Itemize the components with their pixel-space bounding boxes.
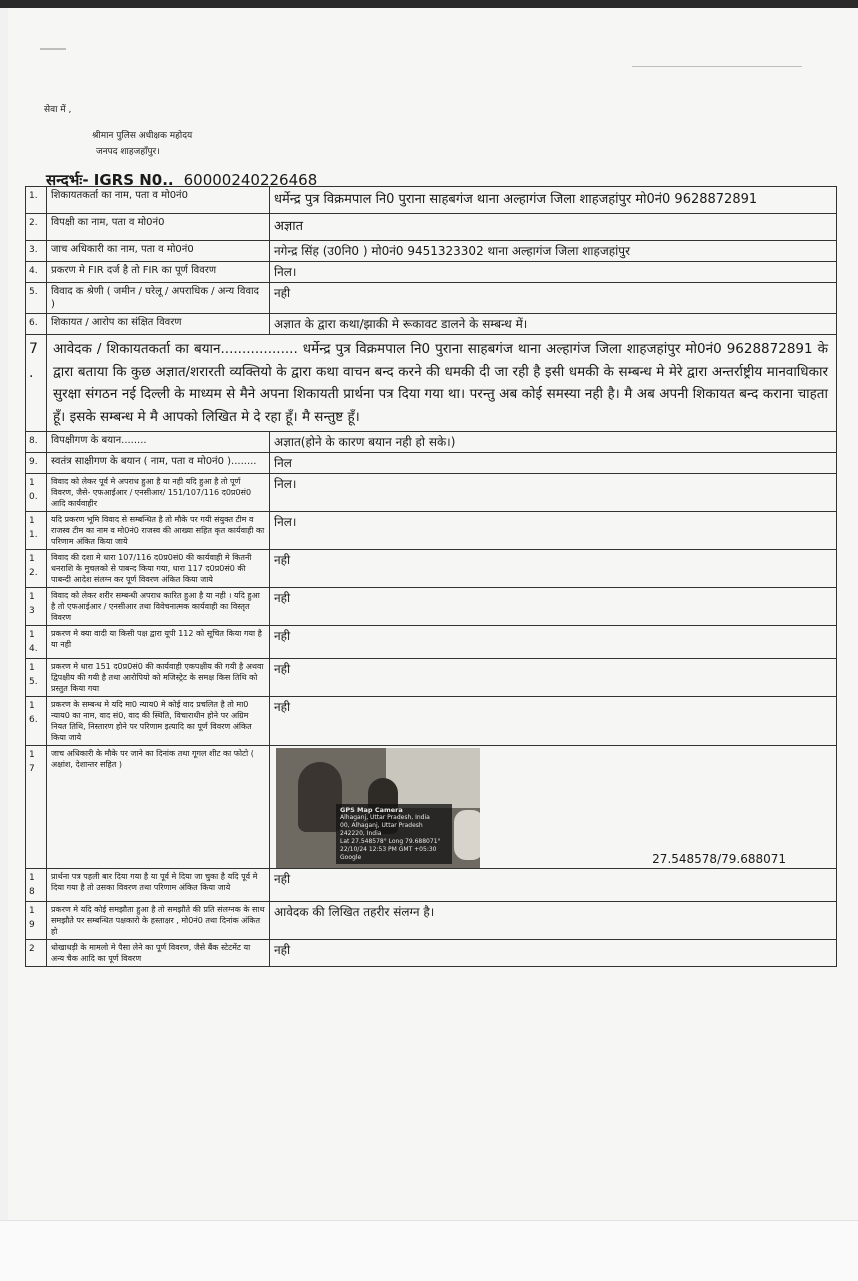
row-answer: नही <box>270 588 837 626</box>
row-answer: नही <box>270 626 837 659</box>
row-answer: निल। <box>270 512 837 550</box>
row-number: 4. <box>26 262 47 283</box>
row-answer: निल। <box>270 474 837 512</box>
row-question: प्रकरण मे धारा 151 द0प्र0सं0 की कार्यवाही एकपक्षीय की गयी है अथवा द्विपक्षीय की गयी है तथा आरोपियो को मजिस्ट्रेट के समक्ष किस तिथि को प्रस्तुत किया गया <box>47 659 270 697</box>
photo-person <box>454 810 480 860</box>
applicant-statement: आवेदक / शिकायतकर्ता का बयान.................. धर्मेन्द्र पुत्र विक्रमपाल नि0 पुराना साहबगंज थाना अल्हागंज जिला शाहजहांपुर मो0नं0 9628872891 के द्वारा बताया कि कुछ अज्ञात/शरारती व्यक्तियो के द्वारा कथा वाचन बन्द करने की धमकी दी जा रही है इसी धमकी के सम्बन्ध मे मेरे द्वारा अन्तर्राष्ट्रीय मानवाधिकार सुरक्षा संगठन नई दिल्ली के माध्यम से मैने अपना शिकायती प्रार्थना पत्र दिया गया था। परन्तु अब कोई समस्या नही है। मै अब अपनी शिकायत बन्द कराना चाहता हूँ। इसके सम्बन्ध मे मै आपको लिखित मे दे रहा हूँ। मै सन्तुष्ट हूँ। <box>47 335 837 432</box>
row-number: 1 2. <box>26 550 47 588</box>
row-number: 1 3 <box>26 588 47 626</box>
row-number: 1 9 <box>26 902 47 940</box>
bottom-margin <box>0 1220 858 1281</box>
row-number: 1 7 <box>26 746 47 869</box>
site-visit-photo <box>276 748 480 868</box>
addressee-line: सेवा में , <box>44 105 72 115</box>
table-row <box>26 550 837 588</box>
row-answer: निल <box>270 453 837 474</box>
gps-overlay-place: Alhaganj, Uttar Pradesh, India <box>340 814 430 821</box>
table-row <box>26 453 837 474</box>
row-question: प्रकरण के सम्बन्ध मे यदि मा0 न्याय0 मे कोई वाद प्रचलित है तो मा0 न्याय0 का नाम, वाद सं0, वाद की स्थिति, विचाराधीन होने पर अग्रिम नियत तिथि, निस्तारण होने पर परिणाम इत्यादि का पूर्ण विवरण अंकित किया जाये <box>47 697 270 746</box>
row-number: 8. <box>26 432 47 453</box>
photo-background-wall <box>386 748 480 808</box>
gps-overlay-timestamp: 22/10/24 12:53 PM GMT +05:30 <box>340 846 437 853</box>
geotag-photo-cell <box>270 746 837 869</box>
row-question: प्रकरण मे क्या वादी या किसी पक्ष द्वारा यूपी 112 को सूचित किया गया है या नही <box>47 626 270 659</box>
reference-label: सन्दर्भः- IGRS N0.. <box>46 171 174 189</box>
gps-overlay-address: 00, Alhaganj, Uttar Pradesh 242220, India <box>340 822 423 837</box>
gps-overlay-brand: Google <box>340 854 362 861</box>
table-row <box>26 512 837 550</box>
row-answer: नही <box>270 940 837 967</box>
district-line: जनपद शाहजहाँपुर। <box>96 147 160 157</box>
table-row <box>26 187 837 214</box>
row-question: शिकायत / आरोप का संक्षित विवरण <box>47 314 270 335</box>
row-question: शिकायतकर्ता का नाम, पता व मो0नं0 <box>47 187 270 214</box>
row-answer: नही <box>270 550 837 588</box>
row-answer: अज्ञात के द्वारा कथा/झाकी मे रूकावट डालने के सम्बन्ध में। <box>270 314 837 335</box>
row-number: 7 . <box>26 335 47 432</box>
paper-mark <box>40 48 66 50</box>
row-number: 3. <box>26 241 47 262</box>
row-number: 1. <box>26 187 47 214</box>
paper-mark <box>632 66 802 67</box>
table-row <box>26 241 837 262</box>
top-edge-bar <box>0 0 858 8</box>
row-answer: नगेन्द्र सिंह (उ0नि0 ) मो0नं0 9451323302 थाना अल्हागंज जिला शाहजहांपुर <box>270 241 837 262</box>
report-table <box>25 186 837 967</box>
table-row <box>26 940 837 967</box>
gps-overlay-title: GPS Map Camera <box>340 806 403 814</box>
table-row <box>26 588 837 626</box>
row-number: 1 1. <box>26 512 47 550</box>
row-number: 1 4. <box>26 626 47 659</box>
row-question: विवाद क श्रेणी ( जमीन / घरेलू / अपराधिक / अन्य विवाद ) <box>47 283 270 314</box>
coordinates-text: 27.548578/79.688071 <box>652 852 786 866</box>
row-number: 9. <box>26 453 47 474</box>
table-row <box>26 262 837 283</box>
row-number: 1 8 <box>26 869 47 902</box>
officer-line: श्रीमान पुलिस अधीक्षक महोदय <box>92 131 193 141</box>
row-question: विपक्षी का नाम, पता व मो0नं0 <box>47 214 270 241</box>
table-row <box>26 659 837 697</box>
row-answer: धर्मेन्द्र पुत्र विक्रमपाल नि0 पुराना साहबगंज थाना अल्हागंज जिला शाहजहांपुर मो0नं0 9628872891 <box>270 187 837 214</box>
row-answer: नही <box>270 869 837 902</box>
table-row <box>26 697 837 746</box>
row-answer: अज्ञात <box>270 214 837 241</box>
table-row <box>26 902 837 940</box>
row-number: 6. <box>26 314 47 335</box>
row-question: विवाद को लेकर शरीर सम्बन्धी अपराध कारित हुआ है या नही । यदि हुआ है तो एफआईआर / एनसीआर तथा विवेचनात्मक कार्यवाही का विस्तृत विवरण <box>47 588 270 626</box>
row-answer: आवेदक की लिखित तहरीर संलग्न है। <box>270 902 837 940</box>
row-answer: नही <box>270 697 837 746</box>
row-answer: नही <box>270 659 837 697</box>
row-number: 1 6. <box>26 697 47 746</box>
row-question: जाच अधिकारी का नाम, पता व मो0नं0 <box>47 241 270 262</box>
row-number: 1 0. <box>26 474 47 512</box>
row-question: धोखाधड़ी के मामलो मे पैसा लेने का पूर्ण विवरण, जैसे बैंक स्टेटमेंट या अन्य चैक आदि का पूर्ण विवरण <box>47 940 270 967</box>
table-row <box>26 214 837 241</box>
row-question: प्रार्थना पत्र पहली बार दिया गया है या पूर्व मे दिया जा चुका है यदि पूर्व मे दिया गया है तो उसका विवरण तथा परिणाम अंकित किया जाये <box>47 869 270 902</box>
table-row <box>26 626 837 659</box>
row-number: 2. <box>26 214 47 241</box>
table-row <box>26 474 837 512</box>
row-number: 2 <box>26 940 47 967</box>
table-row <box>26 283 837 314</box>
row-question: जाच अधिकारी के मौके पर जाने का दिनांक तथा गूगल शीट का फोटो ( अक्षांश, देशान्तर सहित ) <box>47 746 270 869</box>
table-row <box>26 869 837 902</box>
row-question: यदि प्रकरण भूमि विवाद से सम्बन्धित है तो मौके पर गयी संयुक्त टीम व राजस्व टीम का नाम व मो0नं0 राजस्व की आख्या सहित कृत कार्यवाही का परिणाम अंकित किया जाये <box>47 512 270 550</box>
row-question: स्वतंत्र साक्षीगण के बयान ( नाम, पता व मो0नं0 )........ <box>47 453 270 474</box>
gps-overlay-latlong: Lat 27.548578° Long 79.688071° <box>340 838 441 845</box>
row-answer: अज्ञात(होने के कारण बयान नही हो सके।) <box>270 432 837 453</box>
row-answer: निल। <box>270 262 837 283</box>
row-question: प्रकरण मे FIR दर्ज है तो FIR का पूर्ण विवरण <box>47 262 270 283</box>
row-number: 5. <box>26 283 47 314</box>
reference-number: 60000240226468 <box>183 171 318 189</box>
table-row <box>26 335 837 432</box>
gps-overlay <box>336 804 452 864</box>
row-answer: नही <box>270 283 837 314</box>
row-question: विवाद को लेकर पूर्व मे अपराध हुआ है या नही यदि हुआ है तो पूर्ण विवरण, जैसे- एफआईआर / एनसीआर/ 151/107/116 द0प्र0सं0 आदि कार्यवाहीर <box>47 474 270 512</box>
table-row <box>26 432 837 453</box>
table-row <box>26 746 837 869</box>
row-question: प्रकरण मे यदि कोई समझौता हुआ है तो समझौते की प्रति संलग्नक के साथ समझौते पर सम्बन्धित पक्षकारो के हस्ताक्षर , मो0नं0 तथा दिनांक अंकित हो <box>47 902 270 940</box>
table-row <box>26 314 837 335</box>
row-question: विवाद की दशा मे धारा 107/116 द0प्र0सं0 की कार्यवाही मे कितनी धनराशि के मुचलको से पाबन्द किया गया, धारा 117 द0प्र0सं0 की पाबन्दी आदेश संलग्न कर पूर्ण विवरण अंकित किया जाये <box>47 550 270 588</box>
row-question: विपक्षीगण के बयान........ <box>47 432 270 453</box>
row-number: 1 5. <box>26 659 47 697</box>
